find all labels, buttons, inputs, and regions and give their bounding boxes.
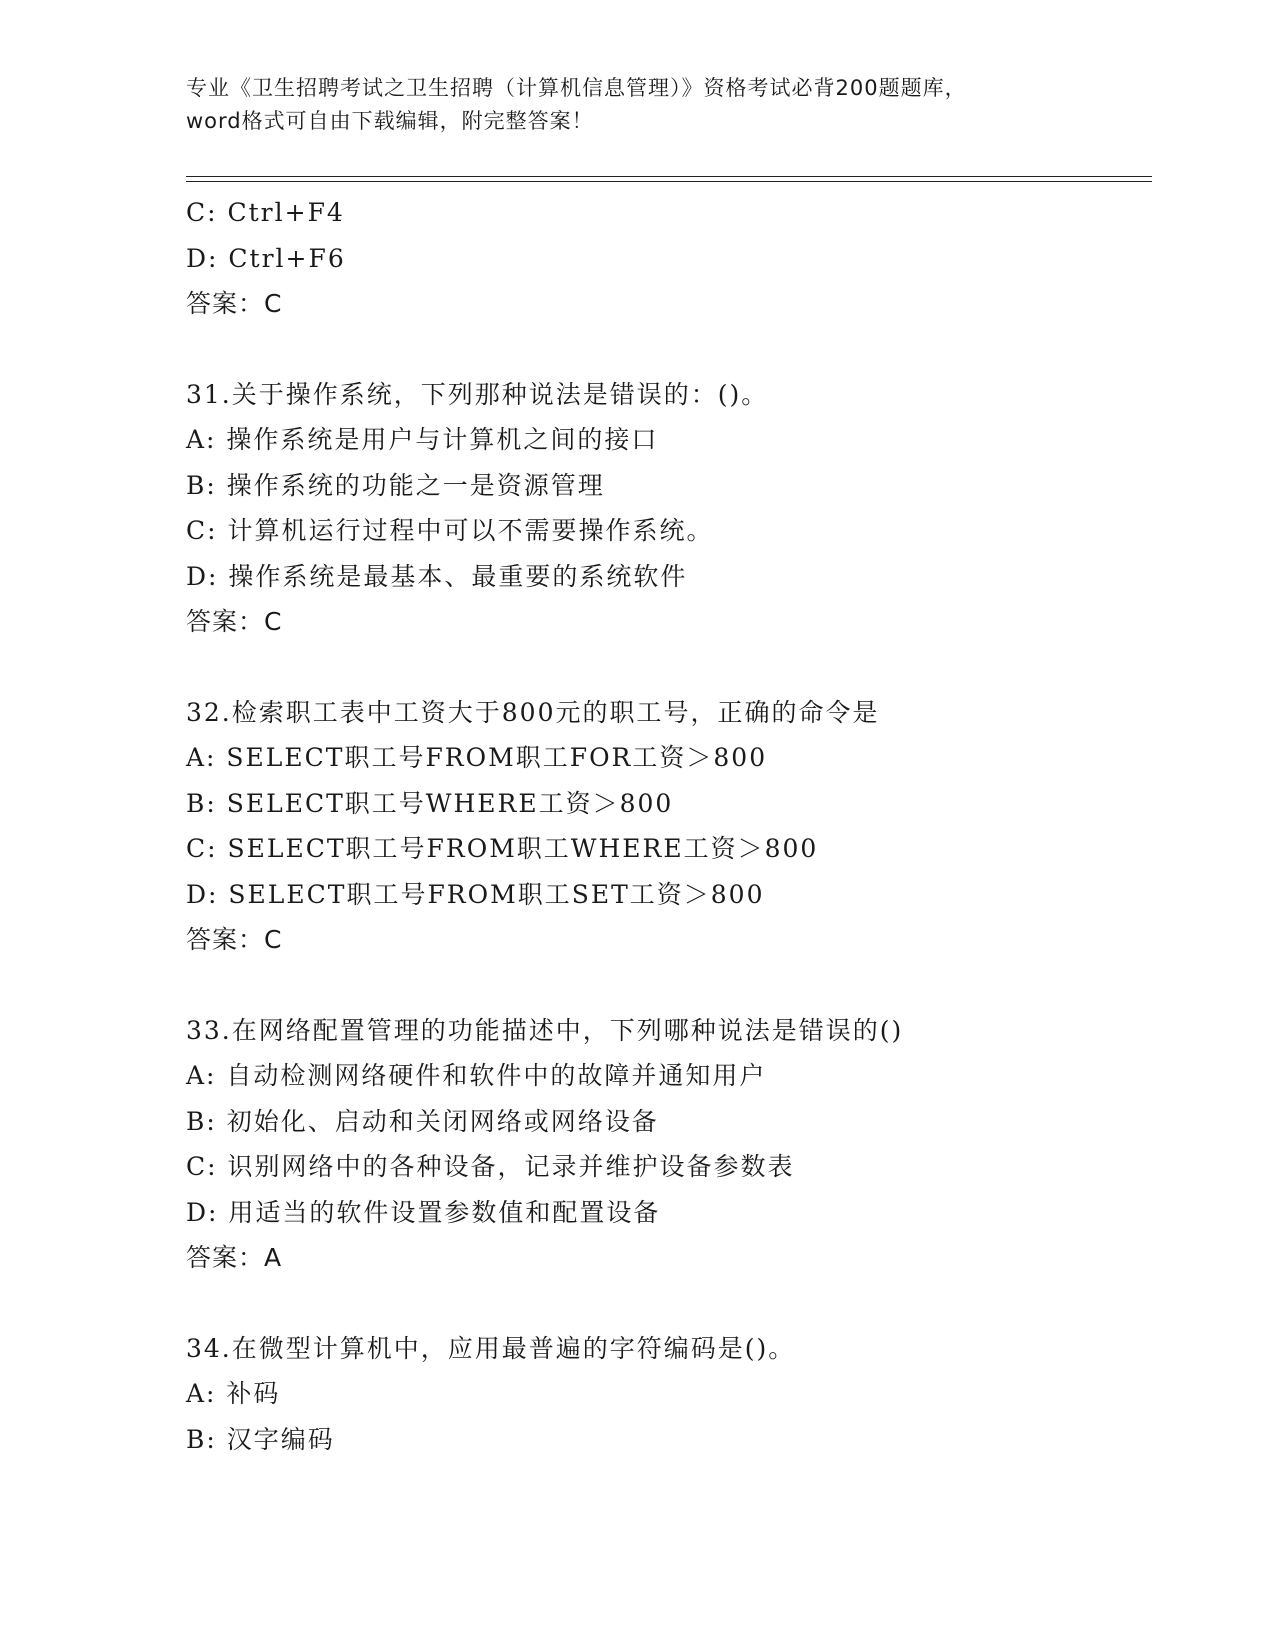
header-divider-top: [186, 176, 1152, 177]
header-divider-bottom: [186, 181, 1152, 182]
question-stem: 34.在微型计算机中，应用最普遍的字符编码是()。: [186, 1333, 796, 1363]
option-b: B: 初始化、启动和关闭网络或网络设备: [186, 1106, 659, 1136]
option-c: C: SELECT职工号FROM职工WHERE工资＞800: [186, 834, 819, 863]
option-c: C: 计算机运行过程中可以不需要操作系统。: [186, 516, 714, 545]
header-title-line-1: 专业《卫生招聘考试之卫生招聘（计算机信息管理）》资格考试必背200题题库，: [186, 76, 967, 100]
question-spacer: [186, 645, 1146, 690]
question-stem: 32.检索职工表中工资大于800元的职工号，正确的命令是: [186, 697, 880, 727]
question-32: [186, 690, 1146, 963]
question-spacer: [186, 1281, 1146, 1326]
question-spacer: [186, 327, 1146, 372]
question-34: [186, 1326, 1146, 1463]
option-b: B: 汉字编码: [186, 1424, 335, 1454]
continued-question: [186, 190, 1146, 327]
answer-line: 答案：A: [186, 1243, 283, 1272]
question-stem: 33.在网络配置管理的功能描述中，下列哪种说法是错误的(): [186, 1015, 904, 1045]
option-d: D: SELECT职工号FROM职工SET工资＞800: [186, 879, 765, 909]
option-b: B: SELECT职工号WHERE工资＞800: [186, 788, 674, 818]
option-a: A: 补码: [186, 1379, 281, 1408]
answer-line: 答案：C: [186, 607, 283, 636]
header-title-line-2: word格式可自由下载编辑，附完整答案！: [186, 109, 594, 133]
question-33: [186, 1008, 1146, 1281]
question-spacer: [186, 963, 1146, 1008]
option-d: D: 操作系统是最基本、最重要的系统软件: [186, 561, 688, 591]
option-a: A: SELECT职工号FROM职工FOR工资＞800: [186, 743, 768, 772]
question-list: [186, 190, 1146, 1462]
question-31: [186, 372, 1146, 645]
document-header: [186, 72, 1086, 138]
option-a: A: 操作系统是用户与计算机之间的接口: [186, 425, 659, 454]
option-c: C: Ctrl+F4: [186, 198, 345, 227]
question-stem: 31.关于操作系统，下列那种说法是错误的：()。: [186, 379, 769, 409]
option-b: B: 操作系统的功能之一是资源管理: [186, 470, 605, 500]
option-d: D: 用适当的软件设置参数值和配置设备: [186, 1197, 661, 1227]
option-d: D: Ctrl+F6: [186, 243, 346, 273]
option-a: A: 自动检测网络硬件和软件中的故障并通知用户: [186, 1061, 767, 1090]
answer-line: 答案：C: [186, 289, 283, 318]
option-c: C: 识别网络中的各种设备，记录并维护设备参数表: [186, 1152, 795, 1181]
answer-line: 答案：C: [186, 925, 283, 954]
